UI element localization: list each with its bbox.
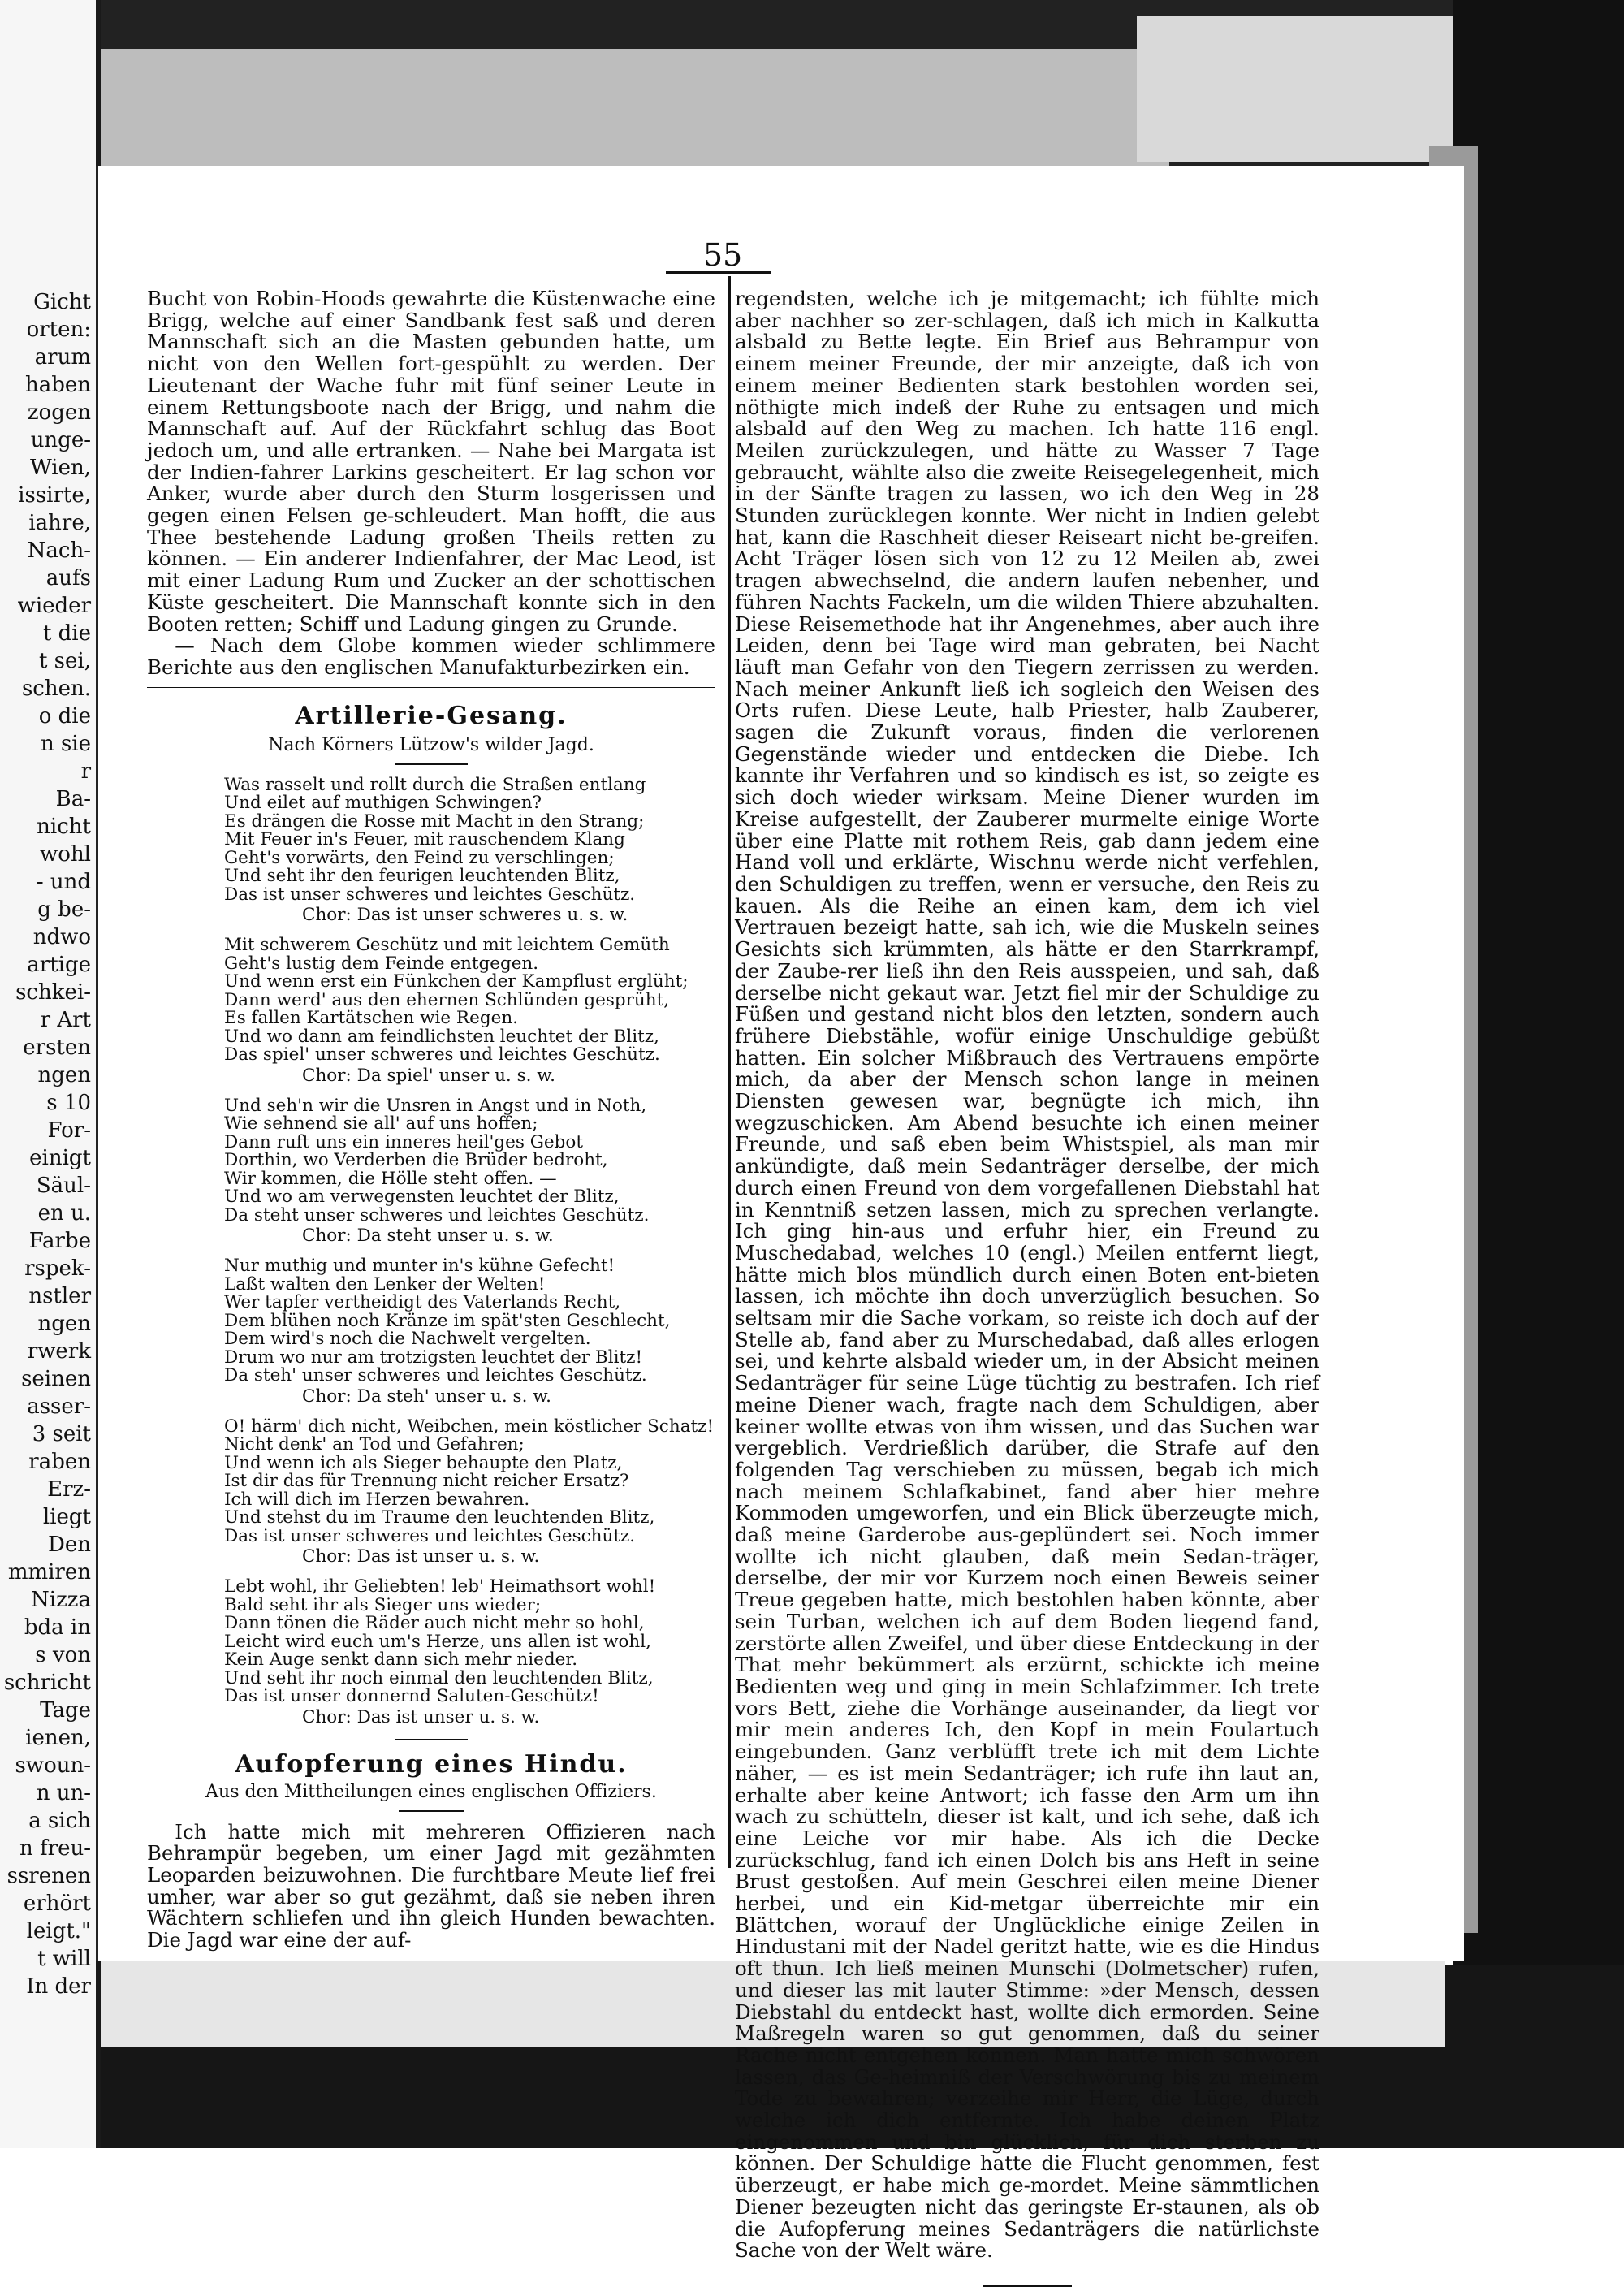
margin-fragment: artige bbox=[27, 953, 91, 977]
margin-fragment: r Art bbox=[40, 1008, 91, 1032]
margin-fragment: liegt bbox=[42, 1505, 91, 1529]
margin-fragment: r bbox=[80, 759, 91, 784]
margin-fragment: Wien, bbox=[30, 456, 91, 480]
margin-fragment: rwerk bbox=[27, 1339, 91, 1364]
margin-fragment: t will bbox=[37, 1947, 91, 1971]
margin-fragment: issirte, bbox=[18, 483, 91, 508]
margin-fragment: n sie bbox=[40, 732, 91, 756]
margin-fragment: 3 seit bbox=[32, 1422, 91, 1446]
scan-top-margin bbox=[97, 49, 1169, 179]
margin-fragment: erhört bbox=[23, 1891, 91, 1916]
margin-fragment: nstler bbox=[28, 1284, 91, 1308]
margin-fragment: ngen bbox=[37, 1312, 91, 1336]
margin-fragment: a sich bbox=[28, 1809, 91, 1833]
story-subtitle-rule bbox=[399, 1810, 464, 1812]
margin-fragment: Tage bbox=[40, 1698, 91, 1723]
margin-fragment: Gicht bbox=[33, 290, 91, 314]
margin-fragment: Nach- bbox=[27, 538, 91, 563]
margin-fragment: einigt bbox=[29, 1146, 91, 1170]
margin-fragment: raben bbox=[28, 1450, 91, 1474]
news-paragraph-globe: — Nach dem Globe kommen wieder schlimmere Berichte aus den englischen Manufakturbezirken ein. bbox=[147, 633, 715, 679]
margin-fragment: s von bbox=[35, 1643, 91, 1667]
margin-fragment: seinen bbox=[21, 1367, 91, 1391]
margin-fragment: t die bbox=[42, 621, 91, 646]
margin-fragment: Nizza bbox=[31, 1588, 91, 1612]
column-right bbox=[735, 288, 1320, 2287]
margin-fragment: ersten bbox=[23, 1035, 91, 1060]
poem-stanza: Lebt wohl, ihr Geliebten! leb' Heimathsort wohl! Bald seht ihr als Sieger uns wieder; Dann tönen die Räder auch nicht mehr so hohl, Leicht wird euch um's Herze, uns allen ist wohl, Kein Auge senkt dann sich mehr nieder. Und seht ihr noch einmal den leuchtenden Blitz, Das ist unser donnernd Saluten-Geschütz! bbox=[224, 1576, 656, 1707]
poem-stanza: Was rasselt und rollt durch die Straßen entlang Und eilet auf muthigen Schwingen? Es drängen die Rosse mit Macht in den Strang; Mit Feuer in's Feuer, mit rauschendem Klang Geht's vorwärts, den Feind zu verschlingen; Und seht ihr den feurigen leuchtenden Blitz, Das ist unser schweres und leichtes Geschütz. bbox=[224, 774, 646, 905]
margin-fragment: swoun- bbox=[15, 1753, 91, 1778]
poem-title-rule bbox=[395, 763, 468, 765]
margin-fragment: rspek- bbox=[24, 1256, 91, 1281]
scan-right-shadow bbox=[1453, 0, 1624, 2148]
poem-stanza: Nur muthig und munter in's kühne Gefecht! Laßt walten den Lenker der Welten! Wer tapfer vertheidigt des Vaterlands Recht, Dem blühen noch Kränze im spät'sten Geschlecht, Dem wird's noch die Nachwelt vergelten. Drum wo nur am trotzigsten leuchtet der Blitz! Da steh' unser schweres und leichtes Geschütz. bbox=[224, 1256, 671, 1386]
margin-fragment: leigt." bbox=[26, 1919, 91, 1943]
margin-fragment: wohl bbox=[40, 842, 91, 867]
margin-fragment: - und bbox=[36, 870, 91, 894]
column-divider bbox=[728, 276, 731, 1868]
margin-fragment: bda in bbox=[24, 1615, 91, 1640]
margin-fragment: Ba- bbox=[55, 787, 91, 811]
margin-fragment: In der bbox=[26, 1974, 91, 1999]
margin-fragment: iahre, bbox=[28, 511, 91, 535]
margin-fragment: Den bbox=[48, 1533, 91, 1557]
story-paragraph-start: Ich hatte mich mit mehreren Offizieren nach Behrampür begeben, um einer Jagd mit gezähmten Leoparden beizuwohnen. Die furchtbare Meute lief frei umher, war aber so gut gezähmt, daß sie neben ihren Wächtern schliefen und ihn gleich Hunden bewachten. Die Jagd war eine der auf- bbox=[147, 1819, 715, 1952]
margin-fragment: mmiren bbox=[7, 1560, 91, 1584]
news-paragraph-shipwrecks: Bucht von Robin-Hoods gewahrte die Küstenwache eine Brigg, welche auf einer Sandbank fest saß und deren Mannschaft sich an die Masten gebunden hatte, um nicht von den Wellen fort-gespühlt zu werden. Der Lieutenant der Wache fuhr mit fünf seiner Leute in einem Rettungsboote nach der Brigg, und nahm die Mannschaft auf. Auf der Rückfahrt schlug das Boot jedoch um, und alle ertranken. — Nahe bei Margata ist der Indien-fahrer Larkins gescheitert. Er lag schon vor Anker, wurde aber durch den Sturm losgerissen und gegen einen Felsen ge-schleudert. Man hofft, die aus Thee bestehende Ladung großen Theils retten zu können. — Ein anderer Indienfahrer, der Mac Leod, ist mit einer Ladung Rum und Zucker an der schottischen Küste gescheitert. Die Mannschaft konnte sich in den Booten retten; Schiff und Ladung gingen zu Grunde. bbox=[147, 287, 715, 636]
margin-fragment: s 10 bbox=[46, 1091, 91, 1115]
margin-fragment: ssrenen bbox=[6, 1864, 91, 1888]
margin-fragment: ndwo bbox=[32, 925, 91, 949]
margin-fragment: schen. bbox=[21, 677, 91, 701]
margin-fragment: t sei, bbox=[38, 649, 91, 673]
poem-chorus: Chor: Das ist unser u. s. w. bbox=[302, 1546, 540, 1567]
story-title-rule bbox=[395, 1739, 468, 1740]
margin-fragment: orten: bbox=[26, 318, 91, 342]
poem-subtitle: Nach Körners Lützow's wilder Jagd. bbox=[268, 734, 594, 755]
margin-fragment: g be- bbox=[37, 897, 91, 922]
poem-stanza: Und seh'n wir die Unsren in Angst und in Noth, Wie sehnend sie all' auf uns hoffen; Dann ruft uns ein inneres heil'ges Gebot Dorthin, wo Verderben die Brüder bedroht, Wir kommen, die Hölle steht offen. — Und wo am verwegensten leuchtet der Blitz, Da steht unser schweres und leichtes Geschütz. bbox=[224, 1095, 650, 1226]
margin-fragment: wieder bbox=[17, 594, 91, 618]
margin-fragment: Erz- bbox=[47, 1477, 91, 1502]
margin-fragment: schkei- bbox=[15, 980, 91, 1005]
poem-title: Artillerie-Gesang. bbox=[295, 701, 568, 730]
margin-fragment: en u. bbox=[37, 1201, 91, 1226]
margin-fragment: Säul- bbox=[36, 1174, 91, 1198]
poem-stanza: Mit schwerem Geschütz und mit leichtem Gemüth Geht's lustig dem Feinde entgegen. Und wenn erst ein Fünkchen der Kampflust erglüht; Dann werd' aus den ehernen Schlünden gesprüht, Es fallen Kartätschen wie Regen. Und wo dann am feindlichsten leuchtet der Blitz, Das spiel' unser schweres und leichtes Geschütz. bbox=[224, 935, 689, 1066]
story-subtitle: Aus den Mittheilungen eines englischen Offiziers. bbox=[205, 1781, 657, 1802]
story-title: Aufopferung eines Hindu. bbox=[235, 1749, 628, 1779]
margin-fragment: zogen bbox=[27, 400, 91, 425]
previous-page-fragments bbox=[0, 288, 91, 1999]
column-left bbox=[147, 288, 715, 1952]
poem-chorus: Chor: Da steh' unser u. s. w. bbox=[302, 1386, 551, 1407]
story-paragraph-continued: regendsten, welche ich je mitgemacht; ich fühlte mich aber nachher so zer-schlagen, daß ich mich in Kalkutta alsbald zu Bette legte. Ein Brief aus Behrampur von einem meiner Freunde, der mir anzeigte, daß ich von einem meiner Bedienten stark bestohlen worden sei, nöthigte mich indeß der Ruhe zu entsagen und mich alsbald auf den Weg zu machen. Ich hatte 116 engl. Meilen zurückzulegen, und hätte zu Wasser 7 Tage gebraucht, wählte also die zweite Reisegelegenheit, mich in der Sänfte tragen zu lassen, wo ich den Weg in 28 Stunden zurücklegen konnte. Wer nicht in Indien gelebt hat, kann die Raschheit dieser Reiseart nicht be-greifen. Acht Träger lösen sich von 12 zu 12 Meilen ab, zwei tragen abwechselnd, die andern laufen nebenher, und führen Nachts Fackeln, um die wilden Thiere abzuhalten. Diese Reisemethode hat ihr Angenehmes, aber auch ihre Leiden, denn bei Tage wird man gebraten, bei Nacht läuft man Gefahr von den Tiegern zerrissen zu werden. Nach meiner Ankunft ließ ich sogleich den Weisen des Orts rufen. Diese Leute, halb Priester, halb Zauberer, sagen die Zukunft voraus, finden die verlorenen Gegenstände wieder und entdecken die Diebe. Ich kannte ihr Verfahren und so kindisch es ist, so zeigte es sich doch wieder wirksam. Meine Diener wurden im Kreise aufgestellt, der Zauberer murmelte einige Worte über eine Platte mit rothem Reis, gab dann jedem eine Hand voll und erklärte, Wischnu werde nicht verfehlen, den Schuldigen zu treffen, wenn er versuche, den Reis zu kauen. Als die Reihe an einen kam, dem ich viel Vertrauen bezeigt hatte, sah ich, wie die Muskeln seines Gesichts sich krümmten, als hätte er den Starrkrampf, der Zaube-rer ließ ihn den Reis ausspeien, und sah, daß derselbe nicht gekaut war. Jetzt fiel mir der Schuldige zu Füßen und gestand nicht blos den letzten, sondern auch frühere Diebstähle, wofür einige Unschuldige gebüßt hatten. Ein solcher Mißbrauch des Vertrauens empörte mich, da aber der Mensch schon lange in meinen Diensten gewesen war, begnügte ich mich, ihn wegzuschicken. Am Abend besuchte ich einen meiner Freunde, und saß eben beim Whistspiel, als man mir ankündigte, daß mein Sedanträger derselbe, der mich durch einen Freund von dem vorgefallenen Diebstahl hat in Kenntniß setzen lassen, mich zu sprechen verlangte. Ich ging hin-aus und erfuhr hier, ein Freund zu Muschedabad, welches 10 (engl.) Meilen entfernt liegt, hätte mich blos mündlich durch einen Boten ent-bieten lassen, ich möchte ihn doch unverzüglich besuchen. So seltsam mir die Sache vorkam, so reiste ich doch auf der Stelle ab, fand aber zu Murschedabad, daß alles erlogen sei, und kehrte alsbald wieder um, in der Absicht meinen Sedanträger für seine Lüge tüchtig zu bestrafen. Ich rief meine Diener wach, fragte nach dem Schuldigen, aber keiner wollte etwas von ihm wissen, und das Suchen war vergeblich. Verdrießlich darüber, die Strafe auf den folgenden Tag verschieben zu müssen, begab ich mich nach meinem Schlafkabinet, fand aber hier mehre Kommoden umgeworfen, und ein Blick überzeugte mich, daß meine Garderobe aus-geplündert sei. Noch immer wollte ich nicht glauben, daß mein Sedan-träger, derselbe, der mir vor Kurzem noch einen Beweis seiner Treue gegeben hatte, mich bestohlen haben könnte, aber sein Turban, welchen ich auf dem Boden liegend fand, zerstörte allen Zweifel, und über diese Entdeckung in der That mehr bekümmert als erzürnt, schickte ich meine Bedienten weg und ging in mein Schlafzimmer. Ich trete vors Bett, ziehe die Vorhänge auseinander, da liegt vor mir mein anderes Ich, den Kopf in mein Foulartuch eingebunden. Ganz verblüfft trete ich mit dem Lichte näher, — es ist mein Sedanträger; ich rufe ihn laut an, erhalte aber keine Antwort; ich fasse den Arm um ihn wach zu schütteln, dieser ist kalt, und ich sehe, daß ich eine Leiche vor mir habe. Als ich die Decke zurückschlug, fand ich einen Dolch bis ans Heft in seine Brust gestoßen. Auf mein Geschrei eilen meine Diener herbei, und ein Kid-metgar überreichte mir ein Blättchen, worauf der Unglückliche einige Zeilen in Hindustani mit der Nadel geritzt hatte, wie es die Hindus oft thun. Ich ließ meinen Munschi (Dolmetscher) rufen, und dieser las mit lauter Stimme: »der Mensch, dessen Diebstahl du entdeckt hast, wollte dich ermorden. Seine Maßregeln waren so gut genommen, daß du seiner Rache nicht entgehen können. Man hatte mich schwören lassen, das Ge-heimniß der Verschwörung bis zu meinem Tode zu bewahren; verzeihe mir Herr, die Lüge, durch welche ich dich entfernte. Ich habe deinen Platz eingenommen und bin glücklich, für dich sterben zu können. Der Schuldige hatte die Flucht genommen, fest überzeugt, er habe mich ge-mordet. Meine sämmtlichen Diener bezeugten nicht das geringste Er-staunen, als ob die Aufopferung meines Sedanträgers die natürlichste Sache von der Welt wäre. bbox=[735, 287, 1320, 2263]
margin-fragment: schricht bbox=[3, 1671, 91, 1695]
margin-fragment: Farbe bbox=[28, 1229, 91, 1253]
poem-chorus: Chor: Das ist unser u. s. w. bbox=[302, 1706, 540, 1727]
poem-chorus: Chor: Das ist unser schweres u. s. w. bbox=[302, 905, 628, 926]
margin-fragment: n freu- bbox=[19, 1836, 91, 1861]
page-number-rule bbox=[666, 271, 771, 274]
page-number: 55 bbox=[702, 237, 743, 273]
margin-fragment: o die bbox=[38, 704, 91, 728]
poem-chorus: Chor: Da steht unser u. s. w. bbox=[302, 1226, 554, 1247]
poem-body bbox=[224, 776, 715, 1727]
poem-chorus: Chor: Da spiel' unser u. s. w. bbox=[302, 1065, 555, 1086]
margin-fragment: unge- bbox=[30, 428, 91, 452]
margin-fragment: haben bbox=[24, 373, 91, 397]
margin-fragment: ngen bbox=[37, 1063, 91, 1087]
margin-fragment: aufs bbox=[45, 566, 91, 590]
margin-fragment: arum bbox=[34, 345, 91, 370]
section-rule bbox=[147, 687, 715, 690]
margin-fragment: For- bbox=[47, 1118, 91, 1143]
margin-fragment: nicht bbox=[37, 815, 91, 839]
margin-fragment: ienen, bbox=[25, 1726, 91, 1750]
margin-fragment: n un- bbox=[36, 1781, 91, 1805]
margin-fragment: asser- bbox=[27, 1394, 91, 1419]
poem-stanza: O! härm' dich nicht, Weibchen, mein köstlicher Schatz! Nicht denk' an Tod und Gefahren; Und wenn ich als Sieger behaupte den Platz, Ist dir das für Trennung nicht reicher Ersatz? Ich will dich im Herzen bewahren. Und stehst du im Traume den leuchtenden Blitz, Das ist unser schweres und leichtes Geschütz. bbox=[224, 1416, 715, 1546]
